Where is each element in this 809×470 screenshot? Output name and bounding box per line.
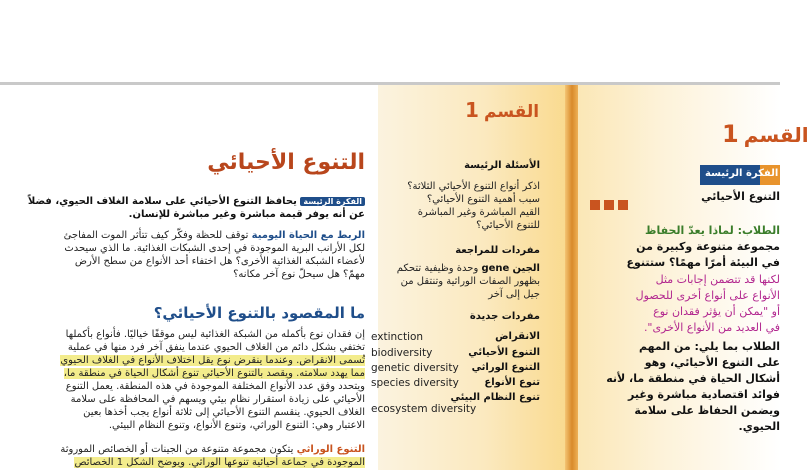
body-line-7: الغلاف الحيوي. ينقسم التنوع الأحيائي إلى ثلاثة أنواع يجب أخذها بعين <box>83 407 365 418</box>
key-question-1: اذكر أنواع التنوع الأحيائي الثلاثة؟ <box>407 181 540 192</box>
biodiversity-highlight: مما يهدد سلامته. ويقصد بالتنوع الأحيائي تنوع أشكال الحياة في منطقة ما، <box>63 368 365 379</box>
right-line-5: الأنواع على أنواع أخرى للحصول <box>635 289 780 302</box>
square-marker-2 <box>604 200 614 210</box>
gene-en: gene <box>481 263 510 274</box>
gene-entry <box>385 262 540 275</box>
main-idea-text: يحافظ التنوع الأحيائي على سلامة الغلاف الحيوي، فضلاً <box>27 196 297 207</box>
vocab-ar-3: التنوع الوراثي <box>471 362 540 373</box>
body-line-3 <box>5 354 365 367</box>
right-line-2: مجموعة متنوعة وكبيرة من <box>636 240 780 253</box>
right-line-13: الحيوي. <box>738 420 780 433</box>
gene-def-line-2: بظهور الصفات الوراثية وتنتقل من <box>400 276 540 287</box>
section-number: 1 <box>465 98 479 122</box>
real-world-label: الربط مع الحياة اليومية <box>251 230 365 241</box>
right-section-label: القسم <box>743 123 809 147</box>
right-title: التنوع الأحيائي <box>701 190 780 203</box>
right-line-6: أو "يمكن أن يؤثر فقدان نوع <box>653 305 780 318</box>
real-world-line-2: لكل الأرانب البرية الموجودة في إحدى الشبكات الغذائية. ما الذي سيحدث <box>64 243 365 254</box>
right-line-3: في البيئة أمرًا مهمًا؟ ستتنوع <box>626 256 780 269</box>
key-question-3: القيم المباشرة وغير المباشرة <box>417 207 540 218</box>
body-line-6: الأحيائي على زيادة استقرار نظام بيئي ويسهم في المحافظة على سلامة <box>70 394 365 405</box>
vocab-ar-4: تنوع الأنواع <box>484 377 540 388</box>
body-line-1: إن فقدان نوع بأكمله من الشبكة الغذائية ليس موقفًا خياليًا. فأنواع بأكملها <box>65 329 365 340</box>
vocab-en-1: extinction <box>371 331 424 343</box>
right-section-number: 1 <box>722 120 739 148</box>
section-heading: ما المقصود بالتنوع الأحيائي؟ <box>153 304 365 322</box>
genetic-highlight: الموجودة في جماعة أحيائية تنوعها الوراثي. ويوضح الشكل 1 الخصائص <box>74 457 365 468</box>
top-rule <box>0 82 780 85</box>
body-line-2: تختفي بشكل دائم من الغلاف الحيوي عندما ينفق آخر فرد منها في عملية <box>67 342 365 353</box>
real-world-line-1 <box>5 229 365 242</box>
vocab-ar-2: التنوع الأحيائي <box>468 347 540 358</box>
body-line-8: الاعتبار وهي: التنوع الوراثي، وتنوع الأنواع، وتنوع النظام البيئي. <box>108 420 365 431</box>
square-marker-1 <box>590 200 600 210</box>
section-label: القسم <box>484 102 540 122</box>
right-line-7: في العديد من الأنواع الأخرى". <box>643 321 780 334</box>
right-main-idea-chip: الفكرة الرئيسة <box>705 168 779 179</box>
genetic-line-1 <box>5 443 365 456</box>
top-margin <box>0 0 780 82</box>
book-spine <box>565 82 579 470</box>
right-line-11: فوائد اقتصادية مباشرة وغير <box>628 388 780 401</box>
real-world-line-3: لأعضاء الشبكة الغذائية الأخرى؟ هل اختفاء أحد الأنواع من سطح الأرض <box>74 256 365 267</box>
extinction-highlight: تُسمى الانقراض. وعندما ينقرض نوع يقل اختلاف الأنواع في الغلاف الحيوي <box>60 355 365 366</box>
main-idea-chip: الفكرة الرئيسة <box>300 197 365 206</box>
right-line-8: الطلاب بما يلي: من المهم <box>639 340 780 353</box>
vocab-ar-5: تنوع النظام البيئي <box>450 392 540 403</box>
right-line-12: ويضمن الحفاظ على سلامة <box>634 404 780 417</box>
right-line-4: لكنها قد تتضمن إجابات مثل <box>655 273 780 286</box>
gene-ar: الجين <box>512 263 540 274</box>
genetic-line-2 <box>5 456 365 469</box>
right-section-header <box>722 120 809 148</box>
real-world-line-4: مهمّ؟ هل سيحلّ نوع آخر مكانه؟ <box>233 269 365 280</box>
genetic-text-1: يتكون مجموعة متنوعة من الجينات أو الخصائص الموروثة <box>60 444 294 455</box>
page-title: التنوع الأحيائي <box>207 150 365 175</box>
key-question-3b: للتنوع الأحيائي؟ <box>476 220 540 231</box>
vocab-en-4: species diversity <box>371 377 459 389</box>
section-header <box>465 98 539 122</box>
body-line-5: ويتحدد وفق عدد الأنواع المختلفة الموجودة في هذه المنطقة. يعمل التنوع <box>65 381 365 392</box>
key-question-2: سبب أهمية التنوع الأحيائي؟ <box>426 194 540 205</box>
genetic-label: التنوع الوراثي <box>296 444 365 455</box>
gene-def-line-3: جيل إلى آخر <box>488 289 540 300</box>
right-line-1: الطلاب: لماذا يعدّ الحفاظ <box>645 224 780 237</box>
main-idea-line-2: عن أنه يوفر قيمة مباشرة وغير مباشرة للإنسان. <box>128 209 365 220</box>
review-vocab-title: مفردات للمراجعة <box>455 245 540 256</box>
new-vocab-title: مفردات جديدة <box>469 311 540 322</box>
vocab-en-5: ecosystem diversity <box>371 403 477 415</box>
right-line-10: أشكال الحياة في منطقة ما، لأنه <box>606 372 780 385</box>
vocab-ar-1: الانقراض <box>495 331 540 342</box>
vocab-en-2: biodiversity <box>371 347 433 359</box>
square-marker-3 <box>618 200 628 210</box>
right-line-9: على التنوع الأحيائي، وهو <box>644 356 780 369</box>
real-world-text-1: توقف للحظة وفكّر كيف تتأثر الموت المفاجئ <box>63 230 249 241</box>
key-questions-title: الأسئلة الرئيسة <box>464 160 540 171</box>
gene-def-1: وحدة وظيفية تتحكم <box>396 263 479 274</box>
body-line-4 <box>5 367 365 380</box>
vocab-en-3: genetic diversity <box>371 362 459 374</box>
main-idea <box>5 196 365 207</box>
